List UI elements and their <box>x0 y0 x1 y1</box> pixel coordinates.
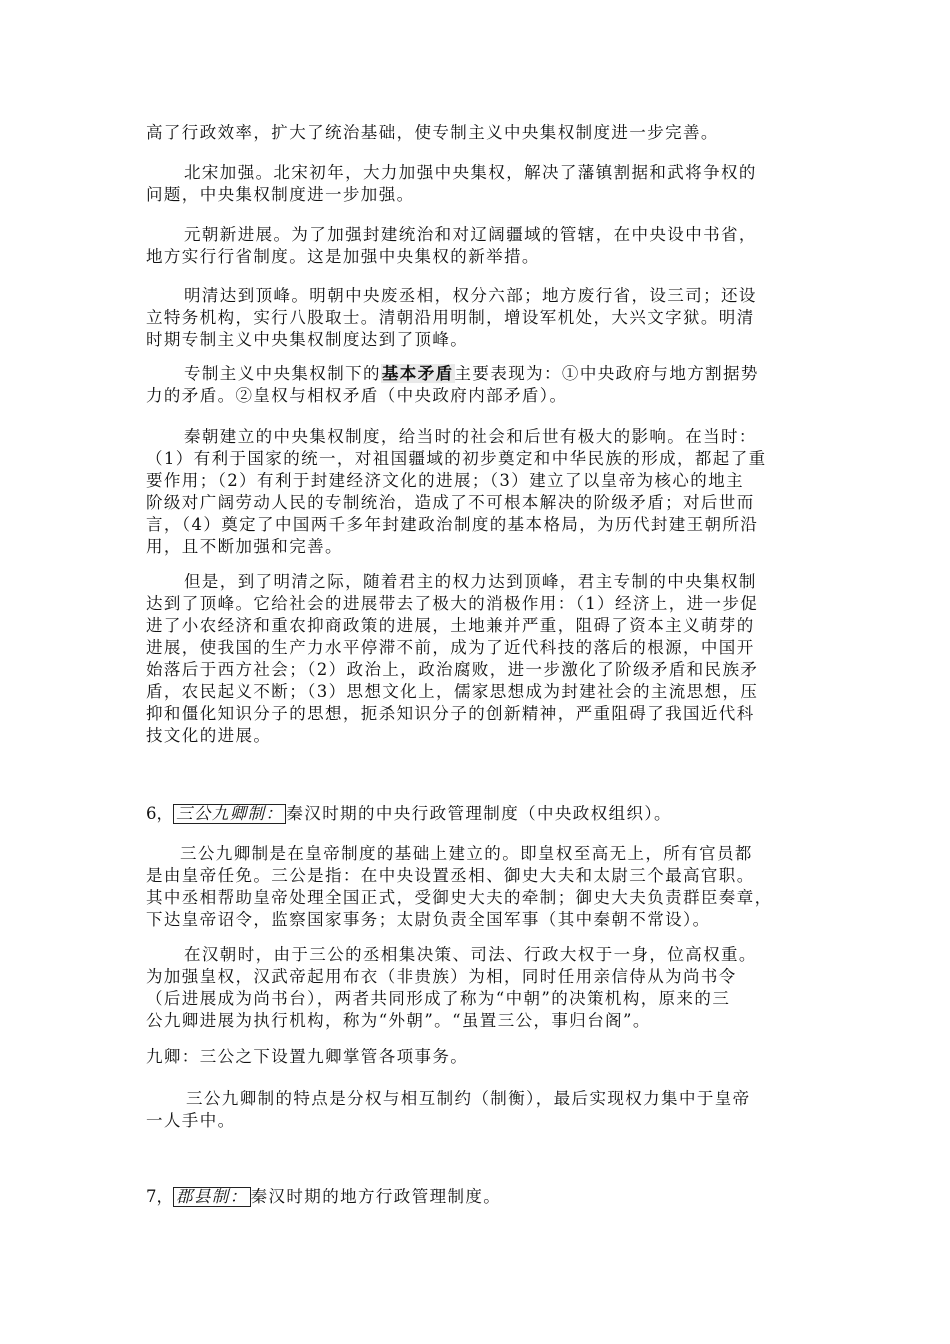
text-line: 问题，中央集权制度进一步加强。 <box>146 185 415 204</box>
paragraph-system-features <box>146 1088 810 1132</box>
paragraph-continuation <box>146 122 810 144</box>
paragraph-qin-influence <box>146 426 810 558</box>
text-line: 在汉朝时，由于三公的丞相集决策、司法、行政大权于一身，位高权重。 <box>184 945 757 964</box>
text-line: 为加强皇权，汉武帝起用布衣（非贵族）为相，同时任用亲信侍从为尚书令 <box>146 967 737 986</box>
text-line: 进了小农经济和重农抑商政策的进展，土地兼并严重，阻碍了资本主义萌芽的 <box>146 616 755 635</box>
text-line: 但是，到了明清之际，随着君主的权力达到顶峰，君主专制的中央集权制 <box>184 572 757 591</box>
text-line: 抑和僵化知识分子的思想，扼杀知识分子的创新精神，严重阻碍了我国近代科 <box>146 704 755 723</box>
text-line: 九卿：三公之下设置九卿掌管各项事务。 <box>146 1047 469 1066</box>
item-7-heading <box>146 1186 810 1208</box>
text-line: 北宋加强。北宋初年，大力加强中央集权，解决了藩镇割据和武将争权的 <box>184 163 757 182</box>
item-number: 7， <box>146 1187 173 1206</box>
paragraph-three-dukes-nine-ministers <box>146 843 810 931</box>
text-line: 高了行政效率，扩大了统治基础，使专制主义中央集权制度进一步完善。 <box>146 123 719 142</box>
text-line: 明清达到顶峰。明朝中央废丞相，权分六部；地方废行省，设三司；还设 <box>184 286 757 305</box>
text-line: 进展，使我国的生产力水平停滞不前，成为了近代科技的落后的根源，中国开 <box>146 638 755 657</box>
item-description: 秦汉时期的地方行政管理制度。 <box>250 1187 502 1206</box>
text-run: 专制主义中央集权制下的 <box>184 364 381 383</box>
paragraph-basic-contradiction <box>146 363 810 407</box>
text-line: 用，且不断加强和完善。 <box>146 537 343 556</box>
text-line: 下达皇帝诏令，监察国家事务；太尉负责全国军事（其中秦朝不常设）。 <box>146 910 711 929</box>
paragraph-ming-qing <box>146 285 810 351</box>
paragraph-han-dynasty <box>146 944 810 1032</box>
text-line: 达到了顶峰。它给社会的进展带去了极大的消极作用：（1）经济上，进一步促 <box>146 594 759 613</box>
paragraph-ming-qing-negative <box>146 571 810 747</box>
text-line: 其中丞相帮助皇帝处理全国正式，受御史大夫的牵制；御史大夫负责群臣奏章， <box>146 888 773 907</box>
paragraph-northern-song <box>146 162 810 206</box>
text-line: （1）有利于国家的统一，对祖国疆域的初步奠定和中华民族的形成，都起了重 <box>146 449 767 468</box>
text-line: 一人手中。 <box>146 1111 236 1130</box>
paragraph-nine-ministers <box>146 1046 810 1068</box>
text-line: 要作用；（2）有利于封建经济文化的进展；（3）建立了以皇帝为核心的地主 <box>146 471 744 490</box>
item-number: 6， <box>146 804 173 823</box>
text-line: 三公九卿制的特点是分权与相互制约（制衡），最后实现权力集中于皇帝 <box>186 1089 751 1108</box>
text-line: 元朝新进展。为了加强封建统治和对辽阔疆域的管辖，在中央设中书省， <box>184 225 757 244</box>
text-line: 时期专制主义中央集权制度达到了顶峰。 <box>146 330 469 349</box>
boxed-term: 郡县制： <box>173 1187 251 1207</box>
text-line: 始落后于西方社会；（2）政治上，政治腐败，进一步激化了阶级矛盾和民族矛 <box>146 660 759 679</box>
text-line: 盾，农民起义不断；（3）思想文化上，儒家思想成为封建社会的主流思想，压 <box>146 682 759 701</box>
text-line: 秦朝建立的中央集权制度，给当时的社会和后世有极大的影响。在当时： <box>184 427 757 446</box>
item-description: 秦汉时期的中央行政管理制度（中央政权组织）。 <box>286 804 672 823</box>
text-line: 是由皇帝任免。三公是指：在中央设置丞相、御史大夫和太尉三个最高官职。 <box>146 866 755 885</box>
text-line: 地方实行行省制度。这是加强中央集权的新举措。 <box>146 247 540 266</box>
text-line <box>146 1186 810 1208</box>
paragraph-yuan-dynasty <box>146 224 810 268</box>
text-line: 立特务机构，实行八股取士。清朝沿用明制，增设军机处，大兴文字狱。明清 <box>146 308 755 327</box>
item-6-heading <box>146 803 810 825</box>
text-line: 公九卿进展为执行机构，称为“外朝”。“虽置三公，事归台阁”。 <box>146 1011 651 1030</box>
text-line: 三公九卿制是在皇帝制度的基础上建立的。即皇权至高无上，所有官员都 <box>180 844 753 863</box>
text-line <box>146 803 810 825</box>
text-line: 阶级对广阔劳动人民的专制统治，造成了不可根本解决的阶级矛盾；对后世而 <box>146 493 755 512</box>
text-line: （后进展成为尚书台），两者共同形成了称为“中朝”的决策机构，原来的三 <box>146 989 731 1008</box>
text-line: 力的矛盾。②皇权与相权矛盾（中央政府内部矛盾）。 <box>146 386 568 405</box>
text-line: 技文化的进展。 <box>146 726 272 745</box>
text-run: 主要表现为：①中央政府与地方割据势 <box>454 364 759 383</box>
text-line <box>146 363 810 385</box>
highlighted-term: 基本矛盾 <box>381 364 454 383</box>
boxed-term: 三公九卿制： <box>173 804 286 824</box>
text-line: 言，（4）奠定了中国两千多年封建政治制度的基本格局，为历代封建王朝所沿 <box>146 515 759 534</box>
